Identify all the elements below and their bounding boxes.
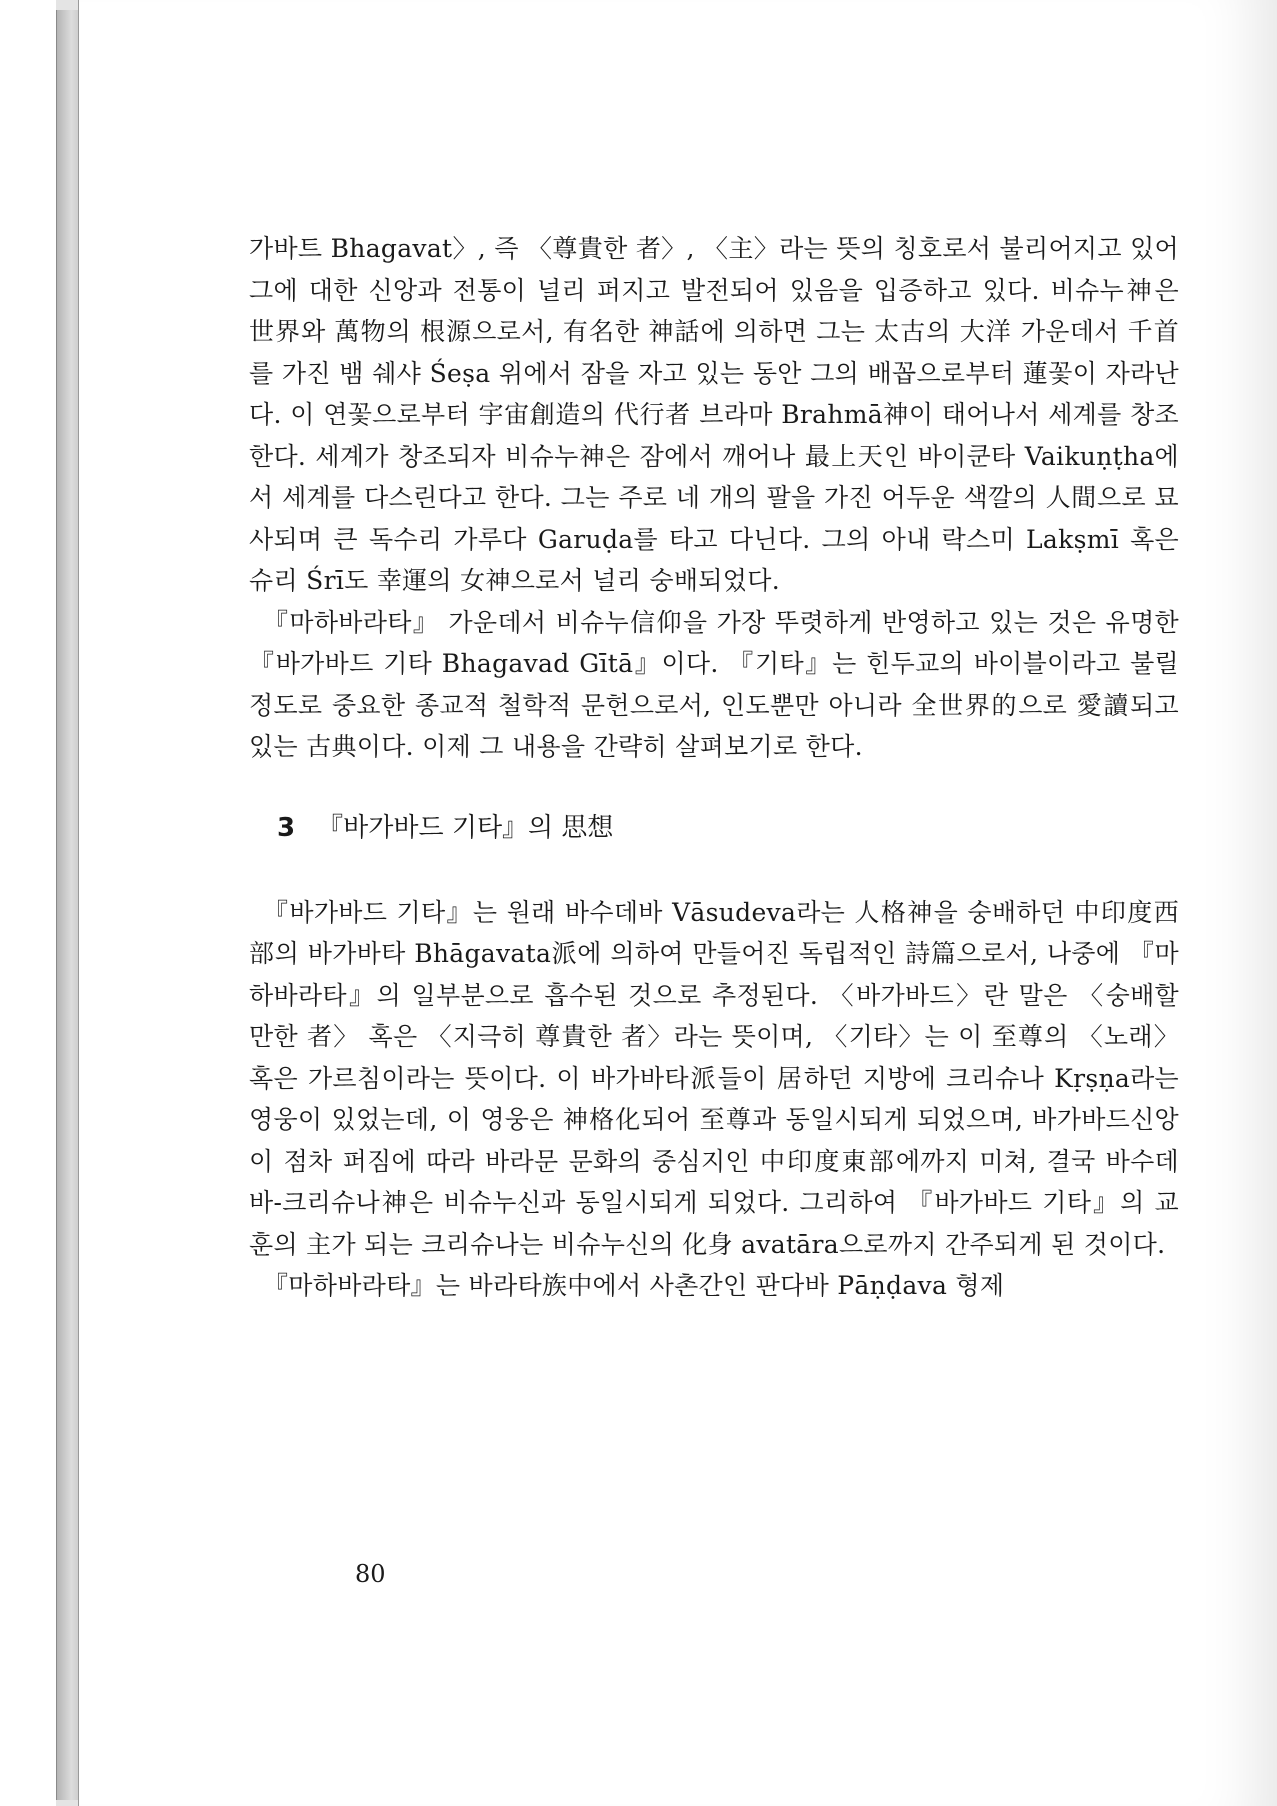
- book-page: [78, 0, 1277, 1806]
- section-title: 『바가바드 기타』의 思想: [317, 812, 614, 843]
- page-number: 80: [355, 1560, 386, 1588]
- paragraph: 『바가바드 기타』는 원래 바수데바 Vāsudeva라는 人格神을 숭배하던 中印度西部의 바가바타 Bhāgavata派에 의하여 만들어진 독립적인 詩篇으로서, 나중에 『마하바라타』의 일부분으로 흡수된 것으로 추정된다. 〈바가바드〉란 말은 〈숭배할 만한 者〉 혹은 〈지극히 尊貴한 者〉라는 뜻이며, 〈기타〉는 이 至尊의 〈노래〉 혹은 가르침이라는 뜻이다. 이 바가바타派들이 居하던 지방에 크리슈나 Kṛṣṇa라는 영웅이 있었는데, 이 영웅은 神格化되어 至尊과 동일시되게 되었으며, 바가바드신앙이 점차 퍼짐에 따라 바라문 문화의 중심지인 中印度東部에까지 미쳐, 결국 바수데바-크리슈나神은 비슈누신과 동일시되게 되었다. 그리하여 『바가바드 기타』의 교훈의 主가 되는 크리슈나는 비슈누신의 化身 avatāra으로까지 간주되게 된 것이다.: [249, 897, 1179, 1259]
- section-number: 3: [277, 812, 296, 843]
- book: [56, 0, 1277, 1806]
- paragraph: 『마하바라타』 가운데서 비슈누信仰을 가장 뚜렷하게 반영하고 있는 것은 유명한 『바가바드 기타 Bhagavad Gītā』이다. 『기타』는 힌두교의 바이블이라고 불릴 정도로 중요한 종교적 철학적 문헌으로서, 인도뿐만 아니라 全世界的으로 愛讀되고 있는 古典이다. 이제 그 내용을 간략히 살펴보기로 한다.: [249, 607, 1179, 761]
- paragraph: 가바트 Bhagavat〉, 즉 〈尊貴한 者〉, 〈主〉라는 뜻의 칭호로서 불리어지고 있어 그에 대한 신앙과 전통이 널리 퍼지고 발전되어 있음을 입증하고 있다. 비슈누神은 世界와 萬物의 根源으로서, 有名한 神話에 의하면 그는 太古의 大洋 가운데서 千首를 가진 뱀 쉐샤 Śeṣa 위에서 잠을 자고 있는 동안 그의 배꼽으로부터 蓮꽃이 자라난다. 이 연꽃으로부터 宇宙創造의 代行者 브라마 Brahmā神이 태어나서 세계를 창조한다. 세계가 창조되자 비슈누神은 잠에서 깨어나 最上天인 바이쿤타 Vaikuṇṭha에서 세계를 다스린다고 한다. 그는 주로 네 개의 팔을 가진 어두운 색깔의 人間으로 묘사되며 큰 독수리 가루다 Garuḍa를 타고 다닌다. 그의 아내 락스미 Lakṣmī 혹은 슈리 Śrī도 幸運의 女神으로서 널리 숭배되었다.: [249, 234, 1179, 595]
- page-content: [249, 228, 1179, 1307]
- section-heading: [249, 808, 1179, 848]
- paragraph: 『마하바라타』는 바라타族中에서 사촌간인 판다바 Pāṇḍava 형제: [263, 1271, 1005, 1300]
